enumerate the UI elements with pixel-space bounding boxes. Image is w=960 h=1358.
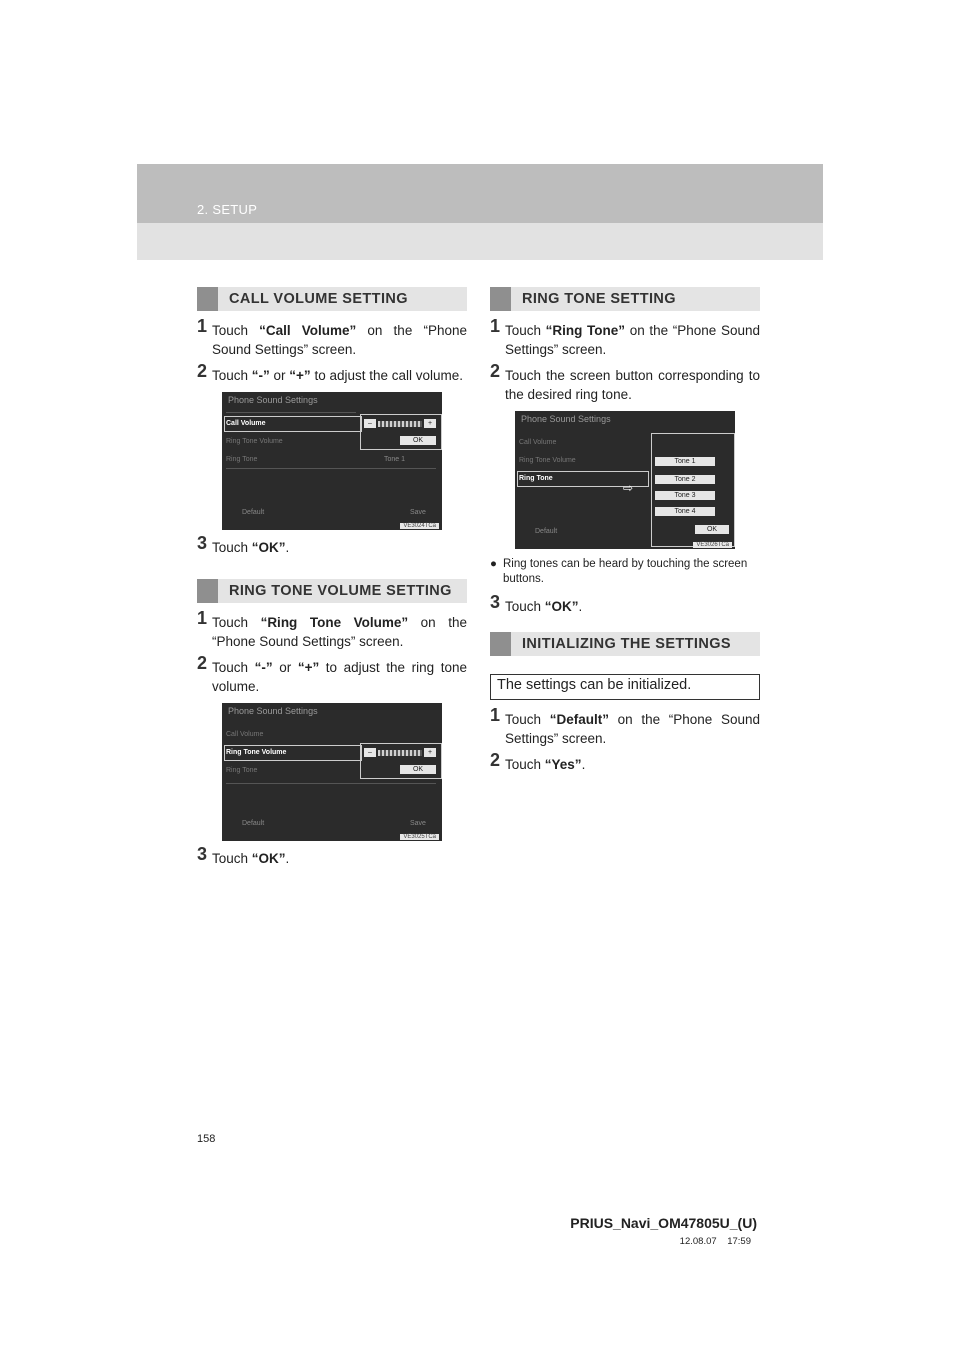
initializing-intro: The settings can be initialized. bbox=[490, 674, 760, 700]
ring-tone-volume-heading: RING TONE VOLUME SETTING bbox=[197, 579, 467, 603]
section-title: 2. SETUP bbox=[197, 202, 258, 217]
ring-tone-screenshot: Phone Sound Settings Call Volume Ring Tone Volume Ring Tone ⇨ Tone 1 Tone 2 Tone 3 Tone 4 OK Default VE3026TCa bbox=[515, 411, 735, 549]
initializing-heading: INITIALIZING THE SETTINGS bbox=[490, 632, 760, 656]
ringtone-step-3: 3 Touch “OK”. bbox=[490, 592, 583, 614]
call-step-2: 2 Touch “-” or “+” to adjust the call volume. bbox=[197, 361, 464, 383]
right-column bbox=[490, 287, 760, 781]
call-volume-heading: CALL VOLUME SETTING bbox=[197, 287, 467, 311]
pointer-arrow-icon: ⇨ bbox=[623, 481, 634, 495]
init-step-2: 2 Touch “Yes”. bbox=[490, 750, 586, 772]
call-volume-screenshot: Phone Sound Settings Call Volume – + OK Ring Tone Volume Ring Tone Tone 1 Default Save VE3024TCa bbox=[222, 392, 442, 530]
doc-timestamp: 12.08.07 17:59 bbox=[679, 1236, 751, 1247]
ringvol-step-2: 2 Touch “-” or “+” to adjust the ring tone volume. bbox=[197, 653, 467, 694]
left-column bbox=[197, 287, 467, 875]
call-step-1: 1 Touch “Call Volume” on the “Phone Sound Settings” screen. bbox=[197, 316, 467, 357]
ringtone-step-2: 2 Touch the screen button corresponding to the desired ring tone. bbox=[490, 361, 760, 402]
init-step-1: 1 Touch “Default” on the “Phone Sound Settings” screen. bbox=[490, 705, 760, 746]
page-number: 158 bbox=[197, 1133, 216, 1145]
ringvol-step-3: 3 Touch “OK”. bbox=[197, 844, 290, 866]
ringtone-step-1: 1 Touch “Ring Tone” on the “Phone Sound Settings” screen. bbox=[490, 316, 760, 357]
ring-tone-heading: RING TONE SETTING bbox=[490, 287, 760, 311]
ringvol-step-1: 1 Touch “Ring Tone Volume” on the “Phone Sound Settings” screen. bbox=[197, 608, 467, 649]
ring-tone-volume-screenshot: Phone Sound Settings Call Volume Ring Tone Volume – + OK Ring Tone Default Save VE3025TCa bbox=[222, 703, 442, 841]
call-step-3: 3 Touch “OK”. bbox=[197, 533, 290, 555]
doc-code: PRIUS_Navi_OM47805U_(U) bbox=[570, 1215, 757, 1231]
page-header bbox=[137, 164, 823, 260]
ringtone-note: ● Ring tones can be heard by touching the screen buttons. bbox=[490, 558, 748, 585]
